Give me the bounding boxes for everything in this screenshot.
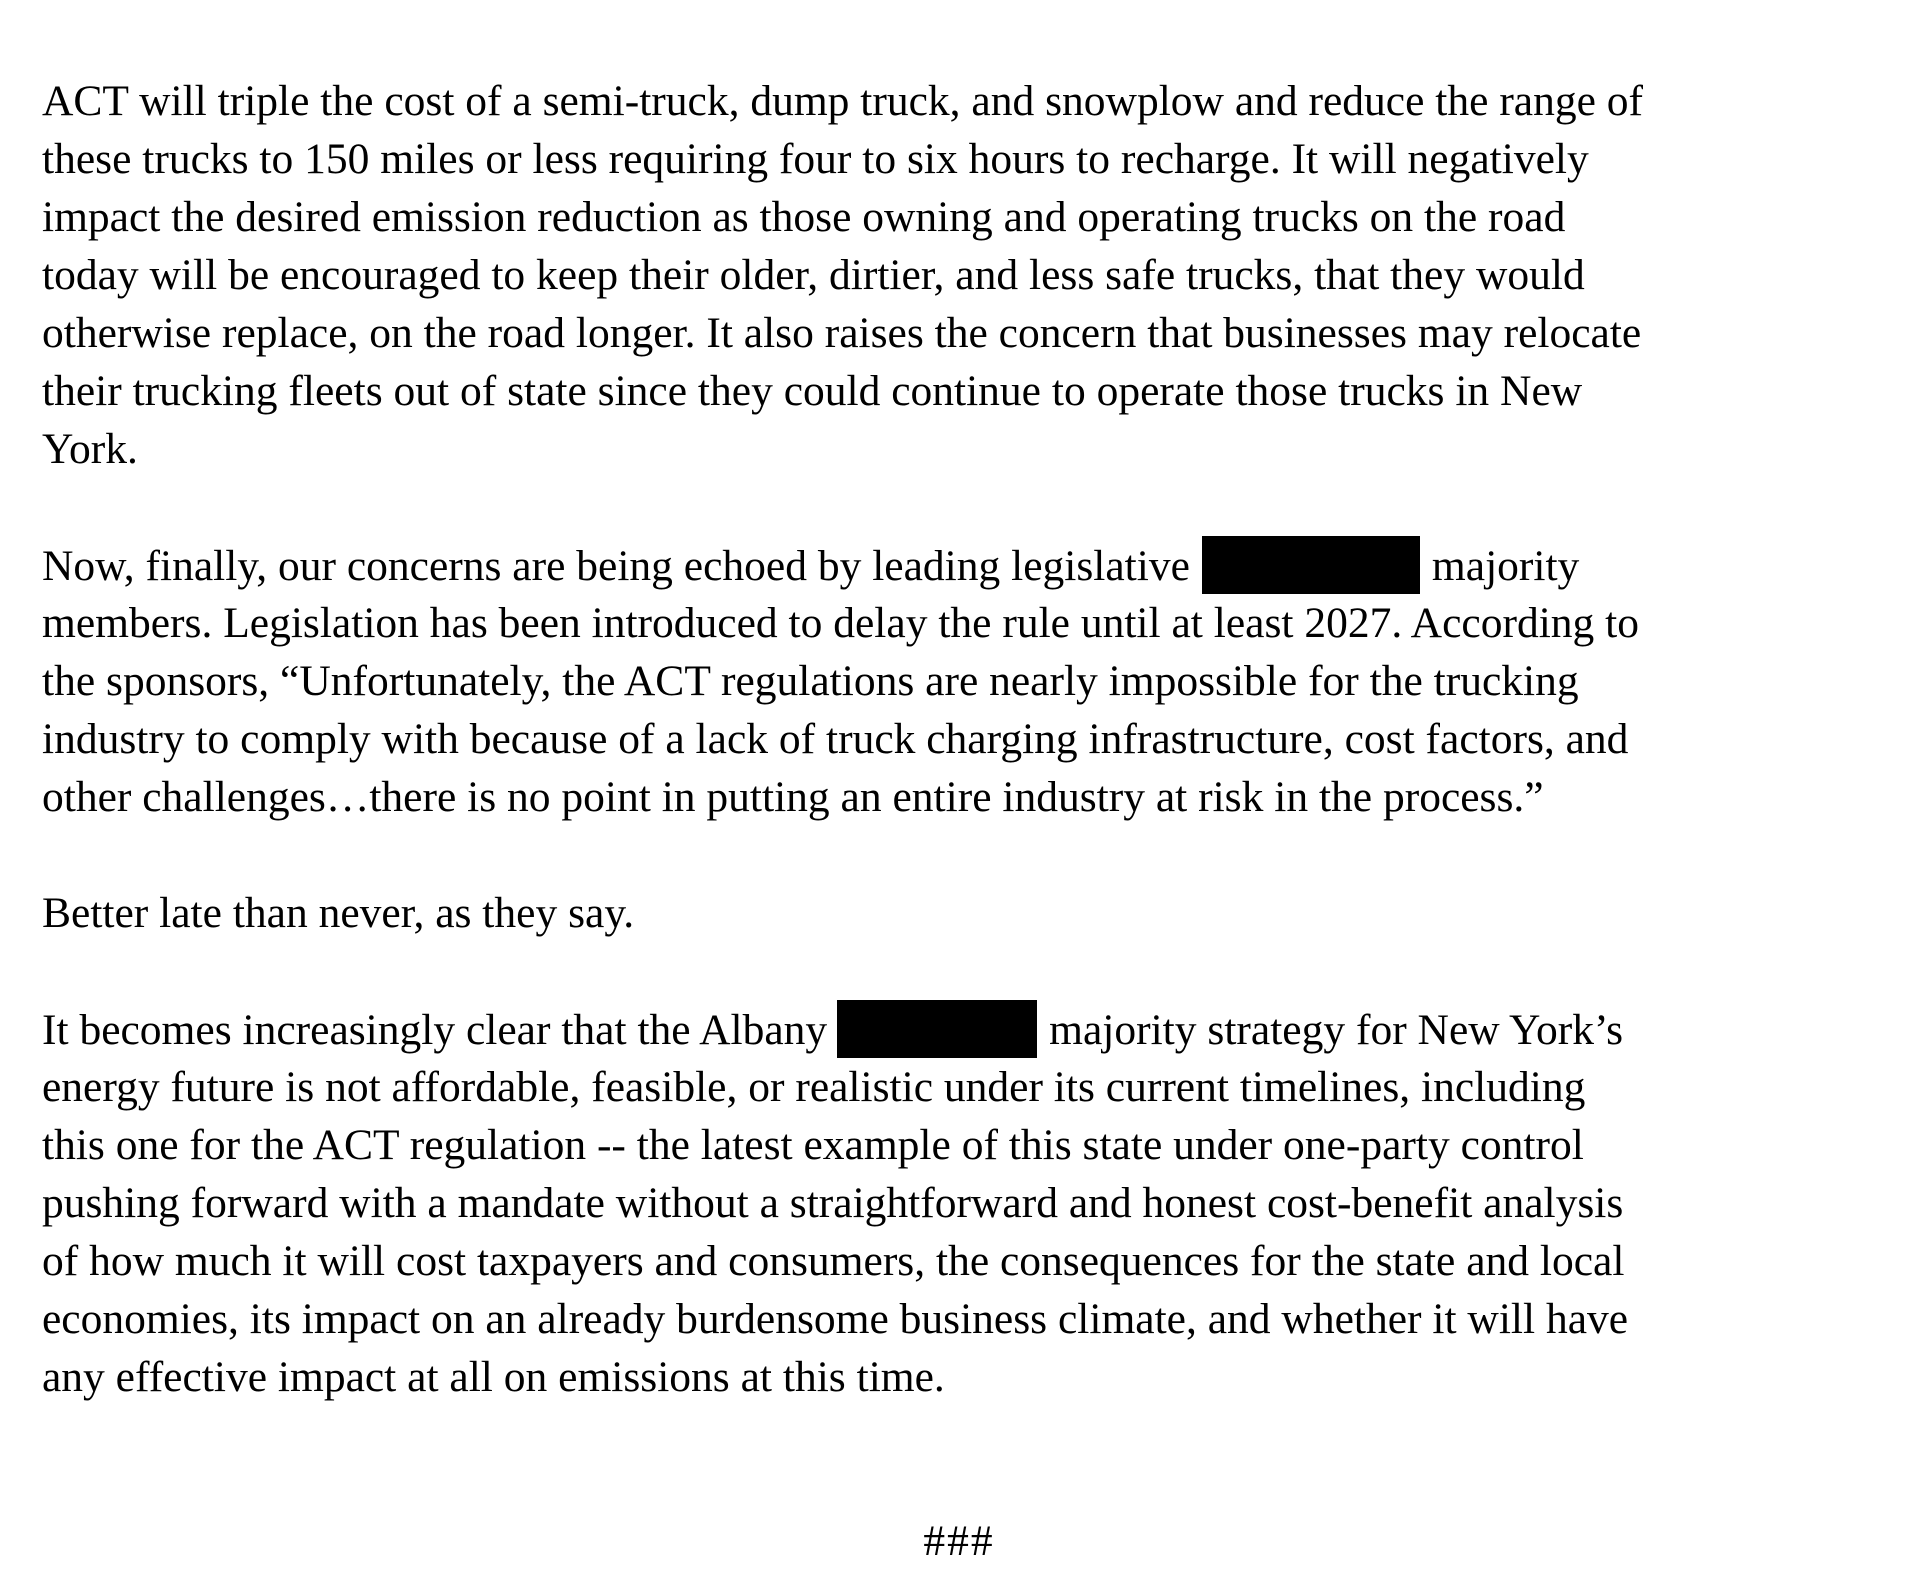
document-body xyxy=(42,72,1892,1464)
end-of-document-mark: ### xyxy=(923,1517,995,1565)
paragraph-energy-strategy xyxy=(42,1000,1892,1406)
paragraph-legislative-concerns xyxy=(42,536,1892,826)
text-line: members. Legislation has been introduced to delay the rule until at least 2027. According to xyxy=(42,599,1639,647)
text-line: their trucking fleets out of state since they could continue to operate those trucks in New xyxy=(42,367,1583,415)
redaction-block xyxy=(1202,536,1420,594)
text-line: other challenges…there is no point in putting an entire industry at risk in the process.” xyxy=(42,773,1544,821)
redaction-block xyxy=(837,1000,1037,1058)
paragraph-better-late xyxy=(42,884,1892,942)
text-line-with-redaction xyxy=(42,1000,1892,1058)
text-line: today will be encouraged to keep their older, dirtier, and less safe trucks, that they would xyxy=(42,251,1585,299)
text-line: energy future is not affordable, feasible, or realistic under its current timelines, including xyxy=(42,1063,1586,1111)
paragraph-act-impact xyxy=(42,72,1892,478)
text-line: these trucks to 150 miles or less requiring four to six hours to recharge. It will negatively xyxy=(42,135,1589,183)
text-segment: majority xyxy=(1431,542,1580,590)
text-segment: Now, finally, our concerns are being echoed by leading legislative xyxy=(42,542,1190,590)
text-line: pushing forward with a mandate without a straightforward and honest cost-benefit analysis xyxy=(42,1179,1624,1227)
text-line: ACT will triple the cost of a semi-truck, dump truck, and snowplow and reduce the range of xyxy=(42,77,1644,125)
text-line-with-redaction xyxy=(42,536,1892,594)
text-line: this one for the ACT regulation -- the latest example of this state under one-party control xyxy=(42,1121,1584,1169)
text-line: of how much it will cost taxpayers and consumers, the consequences for the state and local xyxy=(42,1237,1625,1285)
text-line: industry to comply with because of a lack of truck charging infrastructure, cost factors, and xyxy=(42,715,1629,763)
text-line: any effective impact at all on emissions at this time. xyxy=(42,1353,945,1401)
text-segment: majority strategy for New York’s xyxy=(1049,1006,1624,1054)
text-line: economies, its impact on an already burdensome business climate, and whether it will have xyxy=(42,1295,1629,1343)
text-segment: It becomes increasingly clear that the Albany xyxy=(42,1006,828,1054)
text-line: York. xyxy=(42,425,138,473)
text-line: impact the desired emission reduction as those owning and operating trucks on the road xyxy=(42,193,1566,241)
text-line: otherwise replace, on the road longer. It also raises the concern that businesses may relocate xyxy=(42,309,1642,357)
text-line: Better late than never, as they say. xyxy=(42,889,635,937)
text-line: the sponsors, “Unfortunately, the ACT regulations are nearly impossible for the trucking xyxy=(42,657,1579,705)
